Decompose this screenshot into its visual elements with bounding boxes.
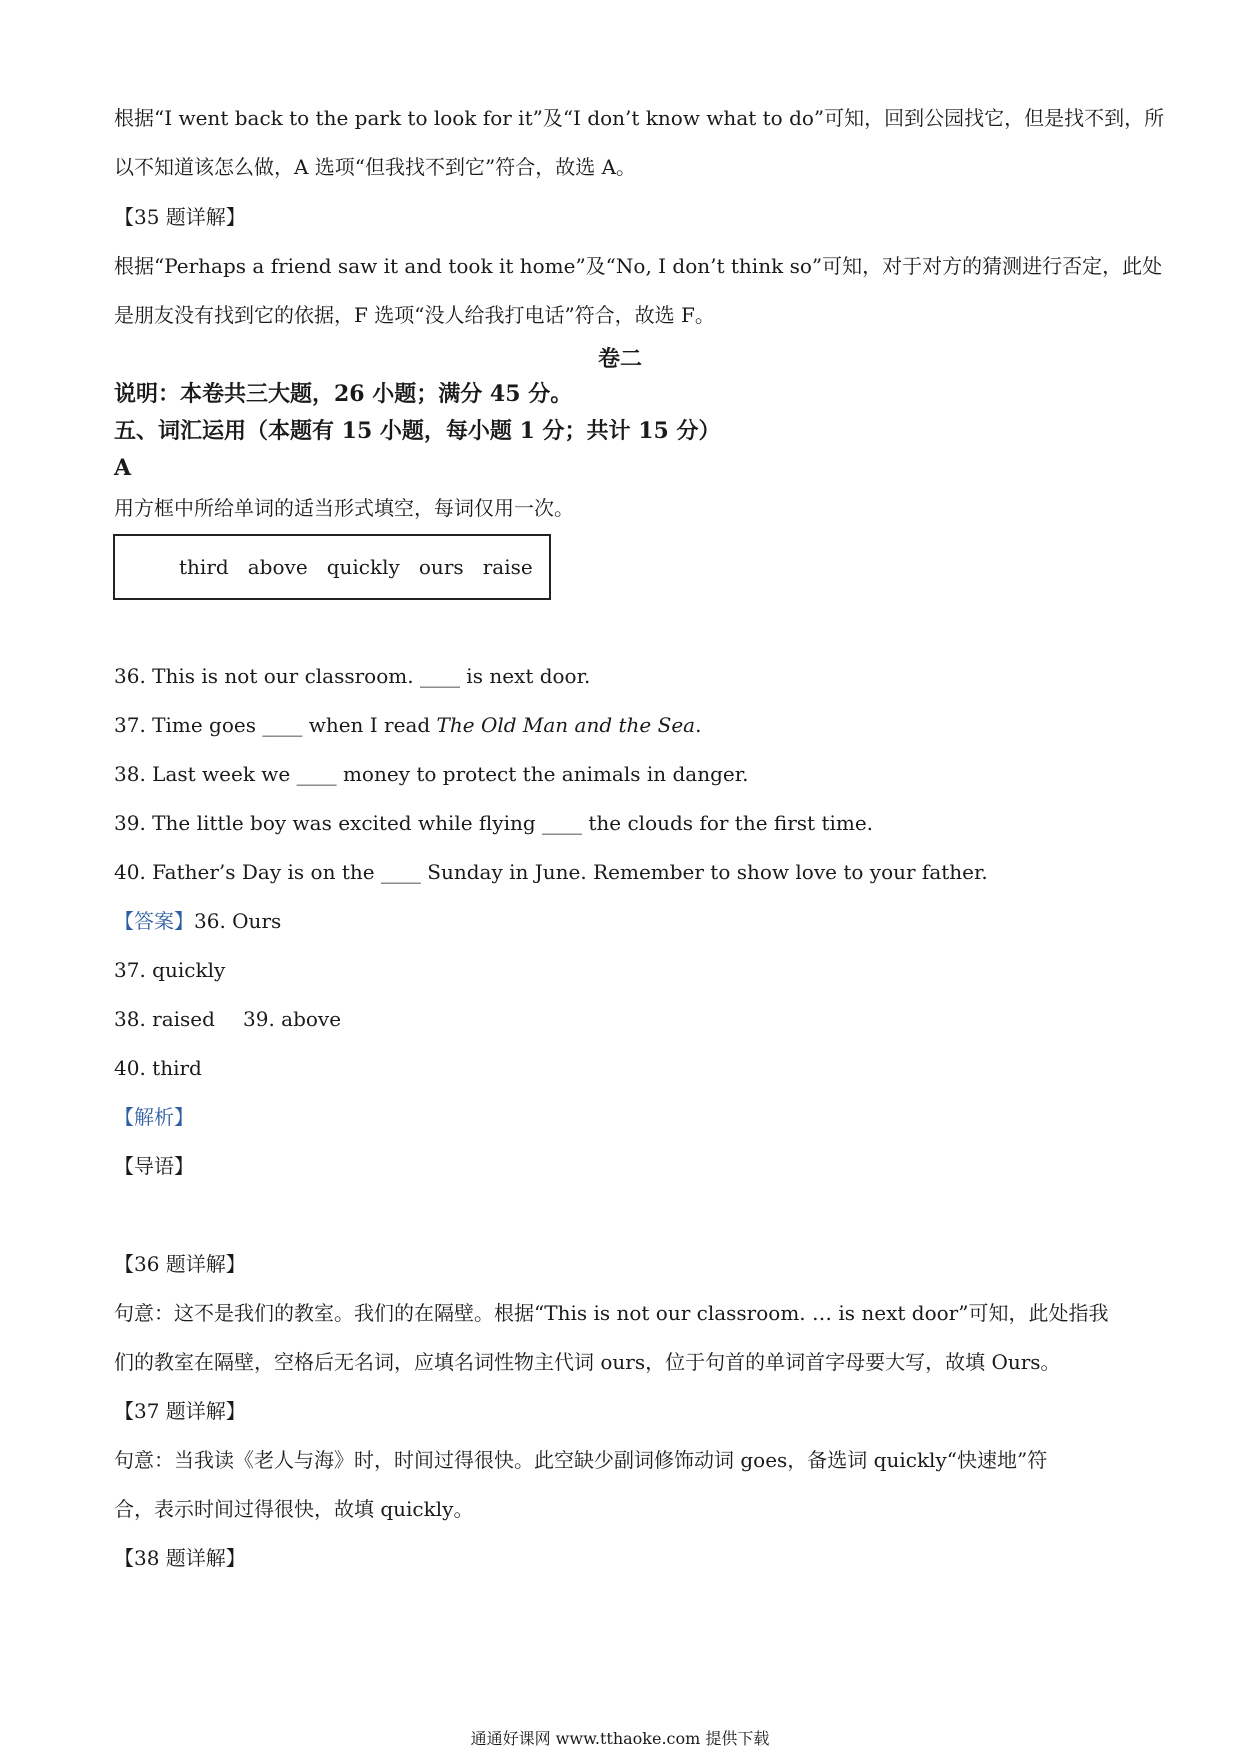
answer-36: 36. Ours bbox=[194, 909, 282, 933]
answer-39: 39. above bbox=[243, 1007, 342, 1031]
q38-heading: 【38 题详解】 bbox=[114, 1546, 246, 1570]
intro-line-1: 根据“I went back to the park to look for it”及“I don’t know what to do”可知，回到公园找它，但是找不到，所 bbox=[114, 106, 1165, 130]
q37-line-2: 合，表示时间过得很快，故填 quickly。 bbox=[114, 1497, 474, 1521]
q36-heading: 【36 题详解】 bbox=[114, 1252, 246, 1276]
answer-row-36 bbox=[114, 907, 281, 935]
q36-line-1: 句意：这不是我们的教室。我们的在隔壁。根据“This is not our classroom. … is next door”可知，此处指我 bbox=[114, 1301, 1109, 1325]
page-footer: 通通好课网 www.tthaoke.com 提供下载 bbox=[470, 1729, 770, 1748]
question-37-end: . bbox=[695, 713, 702, 737]
part2-note: 说明：本卷共三大题，26 小题；满分 45 分。 bbox=[114, 381, 573, 407]
answer-37: 37. quickly bbox=[114, 958, 226, 982]
part2-title: 卷二 bbox=[597, 346, 642, 372]
q37-line-1: 句意：当我读《老人与海》时，时间过得很快。此空缺少副词修饰动词 goes，备选词 quickly“快速地”符 bbox=[114, 1448, 1048, 1472]
question-37-text: 37. Time goes ____ when I read bbox=[114, 713, 437, 737]
analysis-label: 【解析】 bbox=[114, 1105, 194, 1129]
q35-line-1: 根据“Perhaps a friend saw it and took it home”及“No, I don’t think so”可知，对于对方的猜测进行否定，此处 bbox=[114, 254, 1163, 278]
section-heading: 五、词汇运用（本题有 15 小题，每小题 1 分；共计 15 分） bbox=[114, 418, 721, 444]
question-38: 38. Last week we ____ money to protect the animals in danger. bbox=[114, 762, 749, 786]
question-39: 39. The little boy was excited while flying ____ the clouds for the first time. bbox=[114, 811, 874, 835]
instruction: 用方框中所给单词的适当形式填空，每词仅用一次。 bbox=[114, 496, 574, 520]
part-letter: A bbox=[114, 455, 132, 481]
answer-38: 38. raised bbox=[114, 1007, 215, 1031]
answer-label: 【答案】 bbox=[114, 909, 194, 933]
book-title: The Old Man and the Sea bbox=[436, 713, 696, 737]
guide-label: 【导语】 bbox=[114, 1154, 194, 1178]
q35-line-2: 是朋友没有找到它的依据，F 选项“没人给我打电话”符合，故选 F。 bbox=[114, 303, 715, 327]
question-37 bbox=[114, 711, 701, 739]
word-box: third above quickly ours raise bbox=[113, 534, 551, 600]
q36-line-2: 们的教室在隔壁，空格后无名词，应填名词性物主代词 ours，位于句首的单词首字母要大写，故填 Ours。 bbox=[114, 1350, 1061, 1374]
answer-40: 40. third bbox=[114, 1056, 202, 1080]
question-36: 36. This is not our classroom. ____ is next door. bbox=[114, 664, 591, 688]
q35-heading: 【35 题详解】 bbox=[114, 205, 246, 229]
question-40: 40. Father’s Day is on the ____ Sunday in June. Remember to show love to your father. bbox=[114, 860, 988, 884]
q37-heading: 【37 题详解】 bbox=[114, 1399, 246, 1423]
intro-line-2: 以不知道该怎么做，A 选项“但我找不到它”符合，故选 A。 bbox=[114, 155, 637, 179]
